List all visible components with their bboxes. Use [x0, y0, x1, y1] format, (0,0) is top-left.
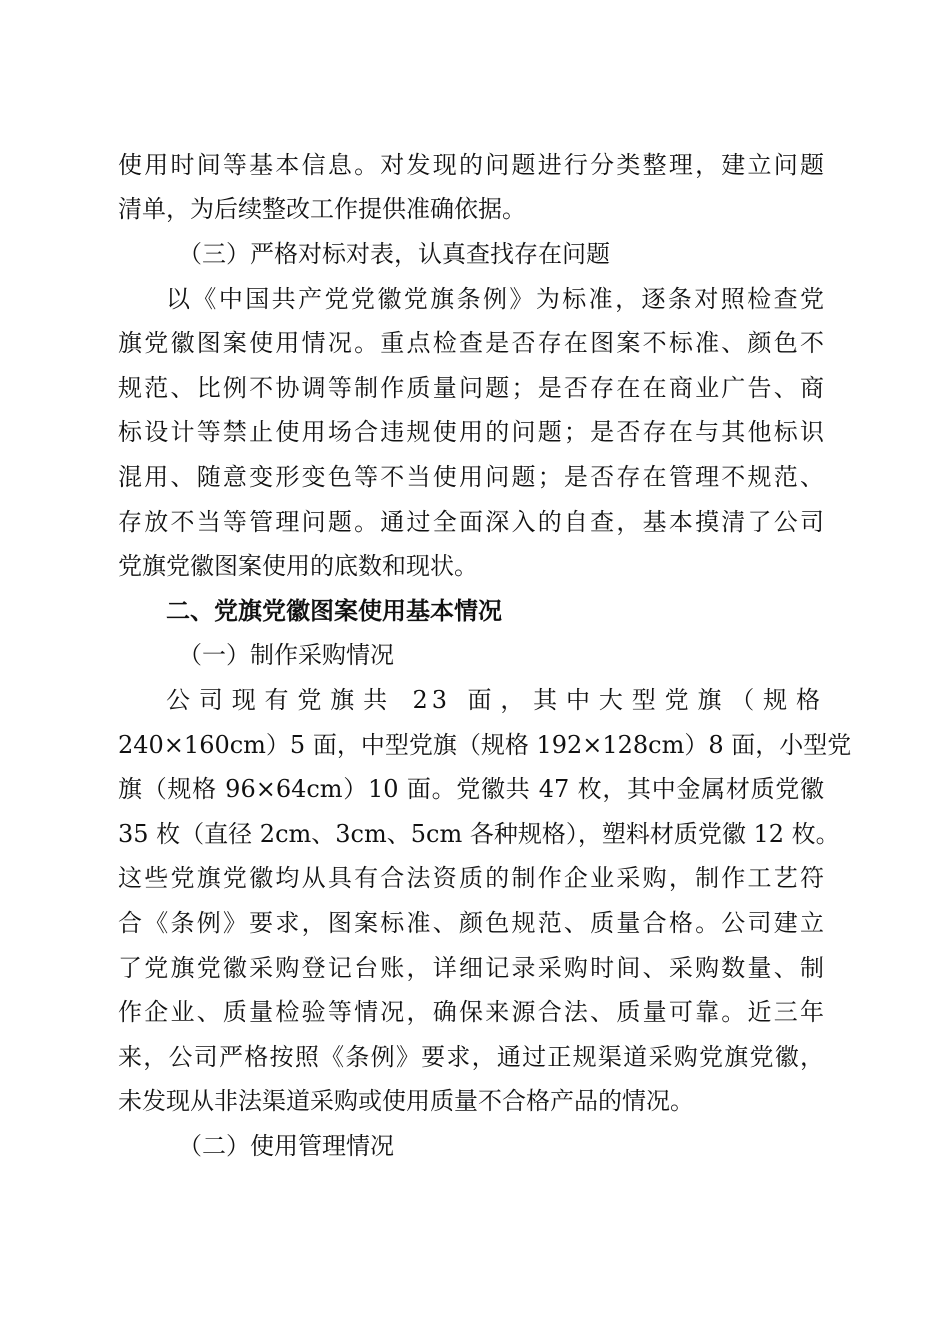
paragraph-line: 240×160cm）5 面，中型党旗（规格 192×128cm）8 面，小型党 [118, 731, 852, 759]
paragraph-line: 了党旗党徽采购登记台账，详细记录采购时间、采购数量、制 [118, 954, 824, 982]
paragraph-line: 合《条例》要求，图案标准、颜色规范、质量合格。公司建立 [118, 909, 824, 937]
section-heading-2-sub: （二）使用管理情况 [178, 1132, 394, 1160]
paragraph-line: 35 枚（直径 2cm、3cm、5cm 各种规格），塑料材质党徽 12 枚。 [118, 820, 840, 848]
paragraph-line: 党旗党徽图案使用的底数和现状。 [118, 552, 478, 580]
paragraph-line: 标设计等禁止使用场合违规使用的问题；是否存在与其他标识 [118, 418, 824, 446]
paragraph-line: 旗（规格 96×64cm）10 面。党徽共 47 枚，其中金属材质党徽 [118, 775, 824, 803]
paragraph-line: 使用时间等基本信息。对发现的问题进行分类整理，建立问题 [118, 151, 824, 179]
paragraph-line: 未发现从非法渠道采购或使用质量不合格产品的情况。 [118, 1087, 694, 1115]
paragraph-line: 来，公司严格按照《条例》要求，通过正规渠道采购党旗党徽， [118, 1043, 824, 1071]
paragraph-line: 旗党徽图案使用情况。重点检查是否存在图案不标准、颜色不 [118, 329, 824, 357]
paragraph-line: 存放不当等管理问题。通过全面深入的自查，基本摸清了公司 [118, 508, 824, 536]
paragraph-line: 清单，为后续整改工作提供准确依据。 [118, 195, 526, 223]
paragraph-line: 作企业、质量检验等情况，确保来源合法、质量可靠。近三年 [118, 998, 824, 1026]
paragraph-line: 混用、随意变形变色等不当使用问题；是否存在管理不规范、 [118, 463, 824, 491]
paragraph-line: 这些党旗党徽均从具有合法资质的制作企业采购，制作工艺符 [118, 864, 824, 892]
section-heading-3: （三）严格对标对表，认真查找存在问题 [178, 240, 610, 268]
section-heading-1: （一）制作采购情况 [178, 641, 394, 669]
paragraph-line: 以《中国共产党党徽党旗条例》为标准，逐条对照检查党 [166, 285, 824, 313]
paragraph-line: 公司现有党旗共 23 面，其中大型党旗（规格 [166, 686, 824, 714]
section-heading-2: 二、党旗党徽图案使用基本情况 [166, 597, 502, 625]
paragraph-line: 规范、比例不协调等制作质量问题；是否存在在商业广告、商 [118, 374, 824, 402]
